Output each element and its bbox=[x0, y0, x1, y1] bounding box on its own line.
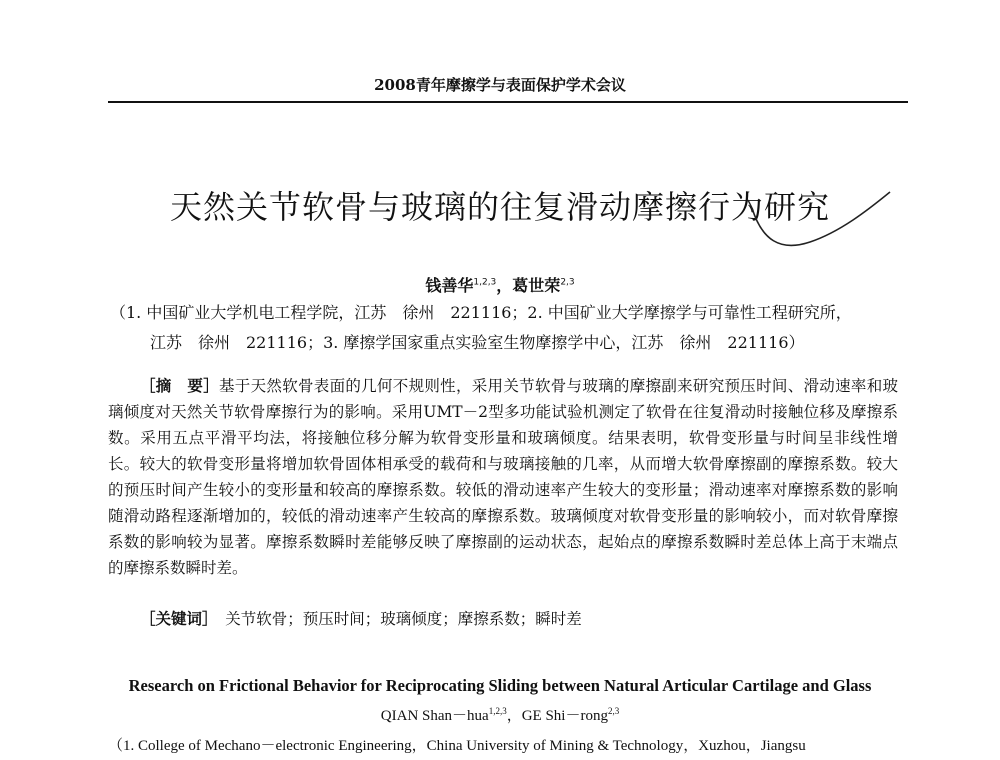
author-2-name: 葛世荣 bbox=[512, 276, 561, 295]
english-author-separator: ， bbox=[506, 708, 522, 724]
abstract-paragraph bbox=[108, 373, 898, 581]
paper-title: 天然关节软骨与玻璃的往复滑动摩擦行为研究 bbox=[169, 188, 830, 226]
english-authors bbox=[0, 704, 1000, 725]
english-author-2-affil: 2,3 bbox=[607, 706, 620, 716]
header-rule bbox=[108, 101, 908, 103]
english-title: Research on Frictional Behavior for Reciprocating Sliding between Natural Articular Cartilage and Glass bbox=[128, 676, 872, 695]
affiliation-line-2: 江苏 徐州 221116；3. 摩擦学国家重点实验室生物摩擦学中心，江苏 徐州 221116） bbox=[150, 333, 805, 352]
english-author-1-affil: 1,2,3 bbox=[488, 706, 507, 716]
affiliation-line-1: （1. 中国矿业大学机电工程学院，江苏 徐州 221116；2. 中国矿业大学摩擦学与可靠性工程研究所， bbox=[110, 303, 852, 322]
author-1-name: 钱善华 bbox=[425, 276, 474, 295]
keywords-label: ［关键词］ bbox=[140, 609, 210, 628]
author-separator: ， bbox=[496, 276, 513, 295]
english-author-2-name: GE Shi－rong bbox=[521, 708, 608, 724]
english-author-1-name: QIAN Shan－hua bbox=[380, 708, 489, 724]
handwritten-mark bbox=[740, 170, 900, 260]
keywords-line bbox=[140, 607, 582, 629]
keywords-text: 关节软骨；预压时间；玻璃倾度；摩擦系数；瞬时差 bbox=[225, 610, 582, 628]
english-affiliation: （1. College of Mechano－electronic Engineering，China University of Mining & Technology，Xuzhou，Jiangsu bbox=[108, 738, 806, 754]
conference-header: 2008青年摩擦学与表面保护学术会议 bbox=[374, 76, 626, 94]
paper-authors bbox=[0, 273, 1000, 296]
author-1-affil: 1,2,3 bbox=[473, 277, 497, 288]
abstract-text: 基于天然软骨表面的几何不规则性，采用关节软骨与玻璃的摩擦副来研究预压时间、滑动速率和玻璃倾度对天然关节软骨摩擦行为的影响。采用UMT－2型多功能试验机测定了软骨在往复滑动时接触位移及摩擦系数。采用五点平滑平均法，将接触位移分解为软骨变形量和玻璃倾度。结果表明，软骨变形量与时间呈非线性增长。较大的软骨变形量将增加软骨固体相承受的载荷和与玻璃接触的几率，从而增大软骨摩擦副的摩擦系数。较大的预压时间产生较小的变形量和较高的摩擦系数。较低的滑动速率产生较大的变形量；滑动速率对摩擦系数的影响随滑动路程逐渐增加的，较低的滑动速率产生较高的摩擦系数。玻璃倾度对软骨变形量的影响较小，而对软骨摩擦系数的影响较为显著。摩擦系数瞬时差能够反映了摩擦副的运动状态，起始点的摩擦系数瞬时差总体上高于末端点的摩擦系数瞬时差。 bbox=[108, 377, 898, 577]
author-2-affil: 2,3 bbox=[560, 277, 575, 288]
abstract-label: ［摘 要］ bbox=[140, 376, 219, 395]
